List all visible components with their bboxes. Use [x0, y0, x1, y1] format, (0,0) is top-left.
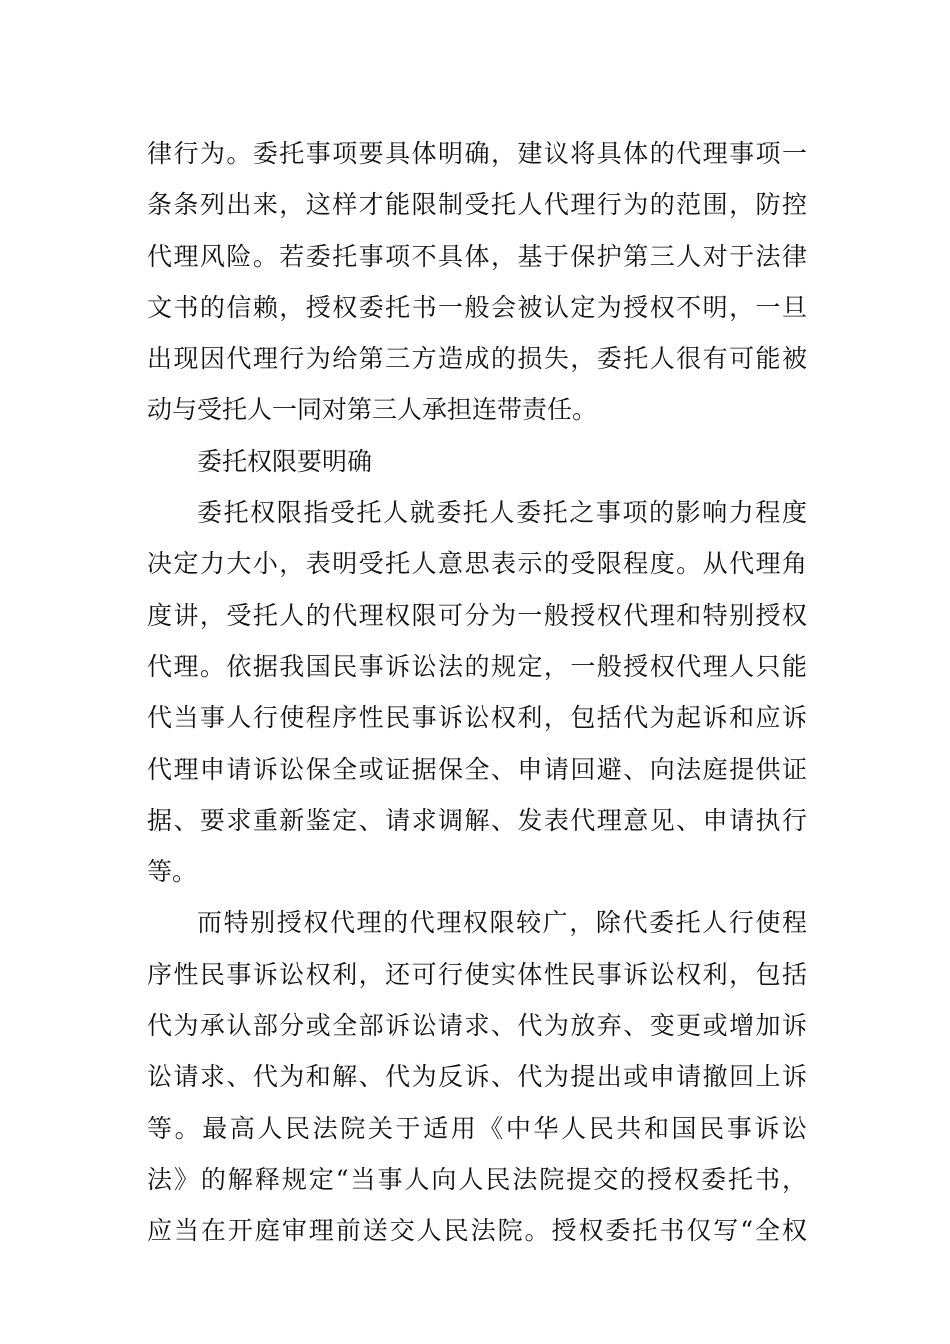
- text-line: 代理风险。若委托事项不具体，基于保护第三人对于法律: [147, 241, 807, 271]
- text-line: 而特别授权代理的代理权限较广，除代委托人行使程: [197, 908, 807, 938]
- text-line: 文书的信赖，授权委托书一般会被认定为授权不明，一旦: [147, 292, 807, 322]
- text-line: 出现因代理行为给第三方造成的损失，委托人很有可能被: [147, 344, 807, 374]
- text-line: 序性民事诉讼权利，还可行使实体性民事诉讼权利，包括: [147, 959, 807, 989]
- text-line: 代当事人行使程序性民事诉讼权利，包括代为起诉和应诉: [147, 703, 807, 733]
- section-heading: 委托权限要明确: [197, 446, 373, 476]
- text-line: 等。: [147, 857, 198, 887]
- text-line: 据、要求重新鉴定、请求调解、发表代理意见、申请执行: [147, 805, 807, 835]
- text-line: 代理。依据我国民事诉讼法的规定，一般授权代理人只能: [147, 651, 807, 681]
- text-line: 律行为。委托事项要具体明确，建议将具体的代理事项一: [147, 139, 807, 168]
- text-line: 讼请求、代为和解、代为反诉、代为提出或申请撤回上诉: [147, 1062, 807, 1092]
- text-line: 法》的解释规定“当事人向人民法院提交的授权委托书，: [147, 1164, 807, 1194]
- text-line: 度讲，受托人的代理权限可分为一般授权代理和特别授权: [147, 600, 807, 630]
- text-line: 代理申请诉讼保全或证据保全、申请回避、向法庭提供证: [147, 754, 807, 784]
- text-line: 决定力大小，表明受托人意思表示的受限程度。从代理角: [147, 549, 807, 579]
- text-line: 动与受托人一同对第三人承担连带责任。: [147, 395, 598, 425]
- text-line: 委托权限指受托人就委托人委托之事项的影响力程度: [197, 498, 807, 528]
- text-line: 应当在开庭审理前送交人民法院。授权委托书仅写“全权: [147, 1216, 807, 1246]
- text-line: 代为承认部分或全部诉讼请求、代为放弃、变更或增加诉: [147, 1011, 807, 1041]
- text-line: 等。最高人民法院关于适用《中华人民共和国民事诉讼: [147, 1113, 807, 1143]
- body-text: [147, 128, 807, 1257]
- text-line: 条条列出来，这样才能限制受托人代理行为的范围，防控: [147, 190, 807, 220]
